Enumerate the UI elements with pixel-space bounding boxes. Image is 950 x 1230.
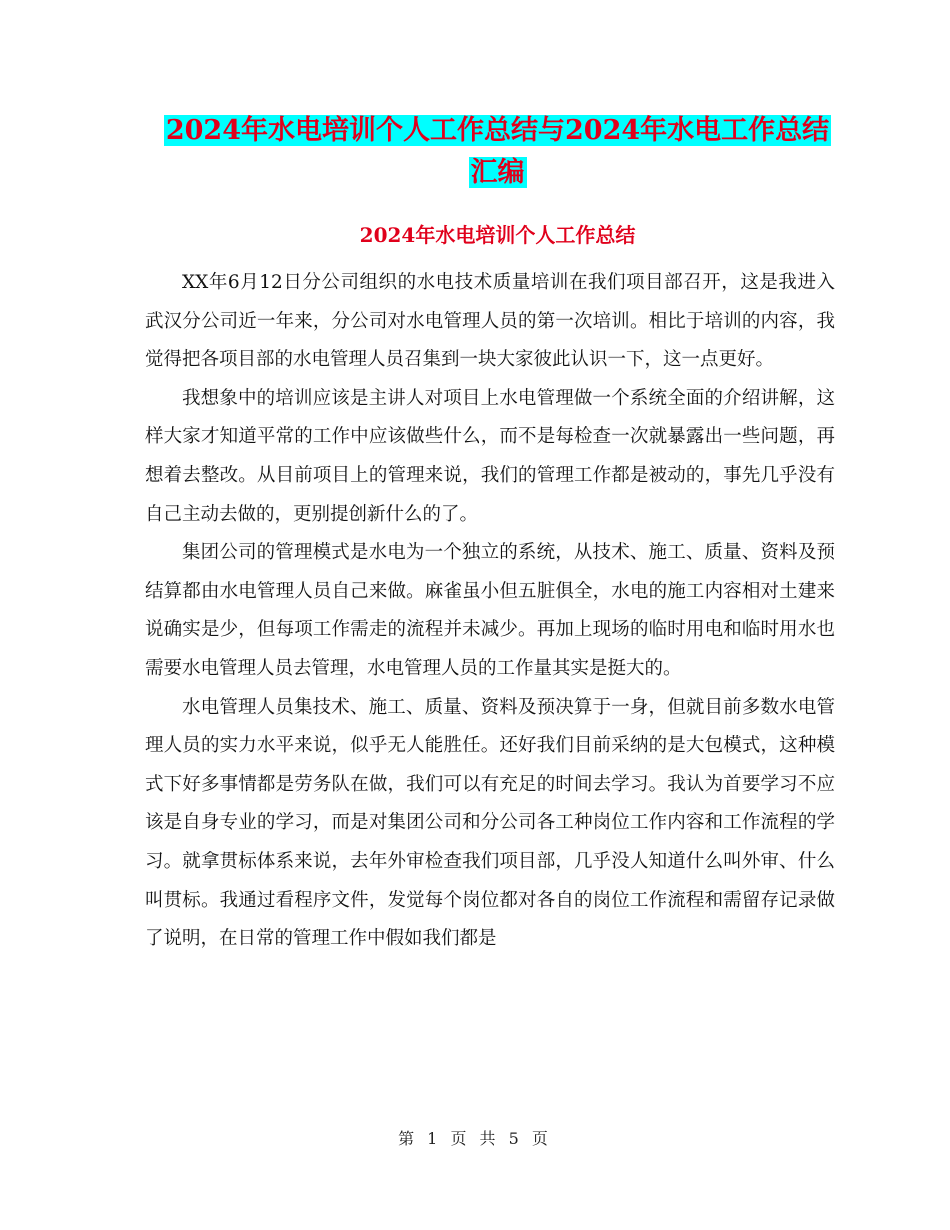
document-title-line-1: 2024年水电培训个人工作总结与2024年水电工作总结 xyxy=(165,115,830,146)
document-body xyxy=(145,264,835,959)
page-number-footer: 第 1 页 共 5 页 xyxy=(398,1129,552,1148)
section-heading: 2024年水电培训个人工作总结 xyxy=(359,223,636,247)
paragraph-4: 水电管理人员集技术、施工、质量、资料及预决算于一身，但就目前多数水电管理人员的实力水平来说，似乎无人能胜任。还好我们目前采纳的是大包模式，这种模式下好多事情都是劳务队在做，我们可以有充足的时间去学习。我认为首要学习不应该是自身专业的学习，而是对集团公司和分公司各工种岗位工作内容和工作流程的学习。就拿贯标体系来说，去年外审检查我们项目部，几乎没人知道什么叫外审、什么叫贯标。我通过看程序文件，发觉每个岗位都对各自的岗位工作流程和需留存记录做了说明，在日常的管理工作中假如我们都是 xyxy=(145,696,835,950)
paragraph-2: 我想象中的培训应该是主讲人对项目上水电管理做一个系统全面的介绍讲解，这样大家才知道平常的工作中应该做些什么，而不是每检查一次就暴露出一些问题，再想着去整改。从目前项目上的管理来说，我们的管理工作都是被动的，事先几乎没有自己主动去做的，更别提创新什么的了。 xyxy=(145,387,835,525)
document-title-line-2: 汇编 xyxy=(470,157,525,188)
paragraph-3: 集团公司的管理模式是水电为一个独立的系统，从技术、施工、质量、资料及预结算都由水电管理人员自己来做。麻雀虽小但五脏俱全，水电的施工内容相对土建来说确实是少，但每项工作需走的流程并未减少。再加上现场的临时用电和临时用水也需要水电管理人员去管理，水电管理人员的工作量其实是挺大的。 xyxy=(145,542,835,679)
paragraph-1: XX年6月12日分公司组织的水电技术质量培训在我们项目部召开，这是我进入武汉分公司近一年来，分公司对水电管理人员的第一次培训。相比于培训的内容，我觉得把各项目部的水电管理人员召集到一块大家彼此认识一下，这一点更好。 xyxy=(145,272,835,371)
